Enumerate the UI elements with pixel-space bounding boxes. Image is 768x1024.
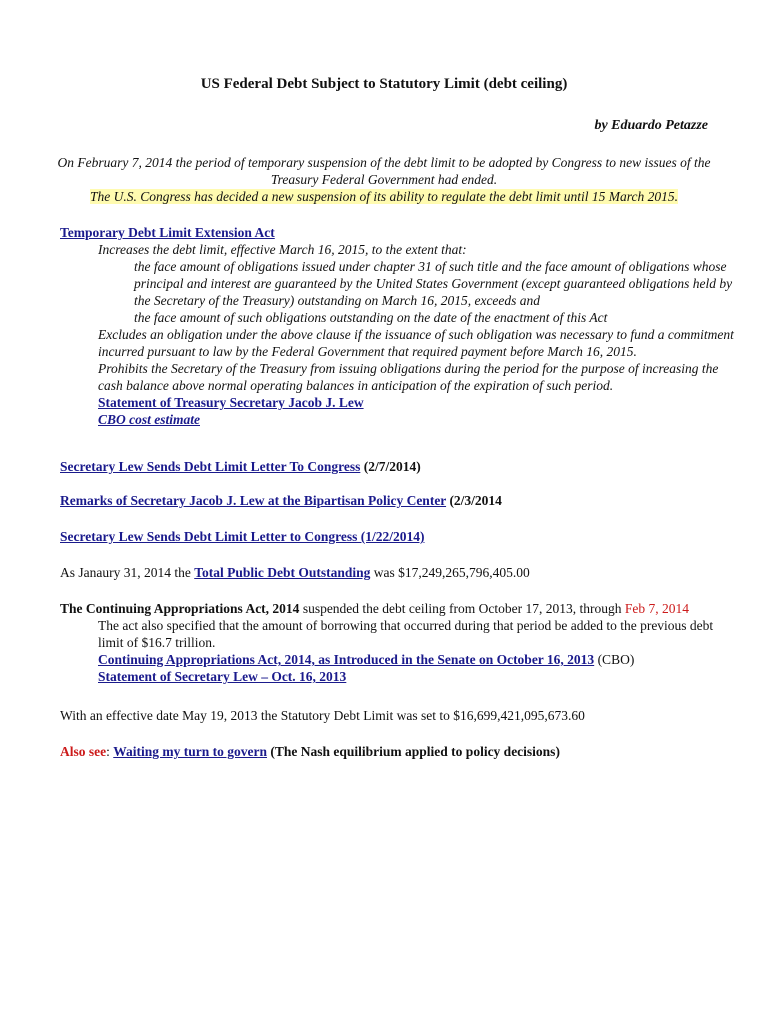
act-line-5: the face amount of such obligations outstanding on the date of the enactment of this Act bbox=[134, 310, 608, 325]
continuing-act-text: suspended the debt ceiling from October 17, 2013, through bbox=[299, 601, 625, 616]
act-line-4: the Secretary of the Treasury) outstanding on March 16, 2015, exceeds and bbox=[134, 293, 541, 308]
continuing-act-cbo-label: (CBO) bbox=[594, 652, 635, 667]
letter-jan-section bbox=[60, 528, 720, 545]
act-line-9: cash balance above normal operating balances in anticipation of the expiration of such period. bbox=[98, 378, 614, 393]
continuing-act-end-date: Feb 7, 2014 bbox=[624, 601, 689, 616]
also-see-label: Also see bbox=[60, 744, 107, 759]
also-see-section bbox=[60, 743, 720, 760]
intro-line-2: Treasury Federal Government had ended. bbox=[270, 172, 498, 187]
intro-paragraph bbox=[55, 154, 713, 205]
total-debt-value: was $17,249,265,796,405.00 bbox=[370, 565, 530, 580]
remarks-date: (2/3/2014 bbox=[446, 493, 502, 508]
continuing-act-line-3: limit of $16.7 trillion. bbox=[98, 635, 216, 650]
intro-highlight-line: The U.S. Congress has decided a new suspension of its ability to regulate the debt limit until 15 March 2015. bbox=[90, 189, 678, 204]
continuing-act-title: The Continuing Appropriations Act, 2014 bbox=[60, 601, 300, 616]
total-debt-prefix: As Janaury 31, 2014 the bbox=[60, 565, 195, 580]
letter-feb-section bbox=[60, 458, 720, 475]
act-line-2: the face amount of obligations issued under chapter 31 of such title and the face amount of obligations whose bbox=[134, 259, 727, 274]
page-title: US Federal Debt Subject to Statutory Limit (debt ceiling) bbox=[200, 76, 568, 92]
secretary-lew-oct-statement-link[interactable]: Statement of Secretary Lew – Oct. 16, 2013 bbox=[98, 669, 347, 684]
intro-line-1: On February 7, 2014 the period of temporary suspension of the debt limit to be adopted by Congress to new issues of the bbox=[57, 155, 711, 170]
treasury-secretary-statement-link[interactable]: Statement of Treasury Secretary Jacob J. Lew bbox=[98, 395, 364, 410]
nash-equilibrium-note: (The Nash equilibrium applied to policy decisions) bbox=[267, 744, 560, 759]
act-line-3: principal and interest are guaranteed by the United States Government (except guaranteed obligations held by bbox=[134, 276, 733, 291]
act-line-7: incurred pursuant to law by the Federal Government that required payment before March 16, 2015. bbox=[98, 344, 637, 359]
also-see-colon: : bbox=[106, 744, 114, 759]
continuing-act-senate-link[interactable]: Continuing Appropriations Act, 2014, as Introduced in the Senate on October 16, 2013 bbox=[98, 652, 595, 667]
act-line-6: Excludes an obligation under the above clause if the issuance of such obligation was necessary to fund a commitment bbox=[98, 327, 734, 342]
remarks-bipartisan-link[interactable]: Remarks of Secretary Jacob J. Lew at the Bipartisan Policy Center bbox=[60, 493, 447, 508]
author-byline: by Eduardo Petazze bbox=[594, 118, 708, 133]
total-debt-section bbox=[60, 564, 720, 581]
effective-date-section: With an effective date May 19, 2013 the Statutory Debt Limit was set to $16,699,421,095,673.60 bbox=[60, 708, 585, 723]
temporary-debt-limit-act-link[interactable]: Temporary Debt Limit Extension Act bbox=[60, 225, 275, 240]
continuing-act-section bbox=[60, 600, 720, 685]
debt-limit-letter-feb-link[interactable]: Secretary Lew Sends Debt Limit Letter To Congress bbox=[60, 459, 361, 474]
act-line-1: Increases the debt limit, effective March 16, 2015, to the extent that: bbox=[98, 242, 467, 257]
waiting-my-turn-link[interactable]: Waiting my turn to govern bbox=[113, 744, 268, 759]
debt-limit-letter-jan-link[interactable]: Secretary Lew Sends Debt Limit Letter to Congress (1/22/2014) bbox=[60, 529, 425, 544]
temporary-act-section bbox=[60, 224, 734, 428]
total-public-debt-link[interactable]: Total Public Debt Outstanding bbox=[194, 565, 371, 580]
act-line-8: Prohibits the Secretary of the Treasury from issuing obligations during the period for the purpose of increasing the bbox=[98, 361, 719, 376]
remarks-section bbox=[60, 492, 720, 509]
letter-feb-date: (2/7/2014) bbox=[360, 459, 421, 474]
continuing-act-line-2: The act also specified that the amount of borrowing that occurred during that period be added to the previous debt bbox=[98, 618, 714, 633]
cbo-cost-estimate-link[interactable]: CBO cost estimate bbox=[98, 412, 200, 427]
